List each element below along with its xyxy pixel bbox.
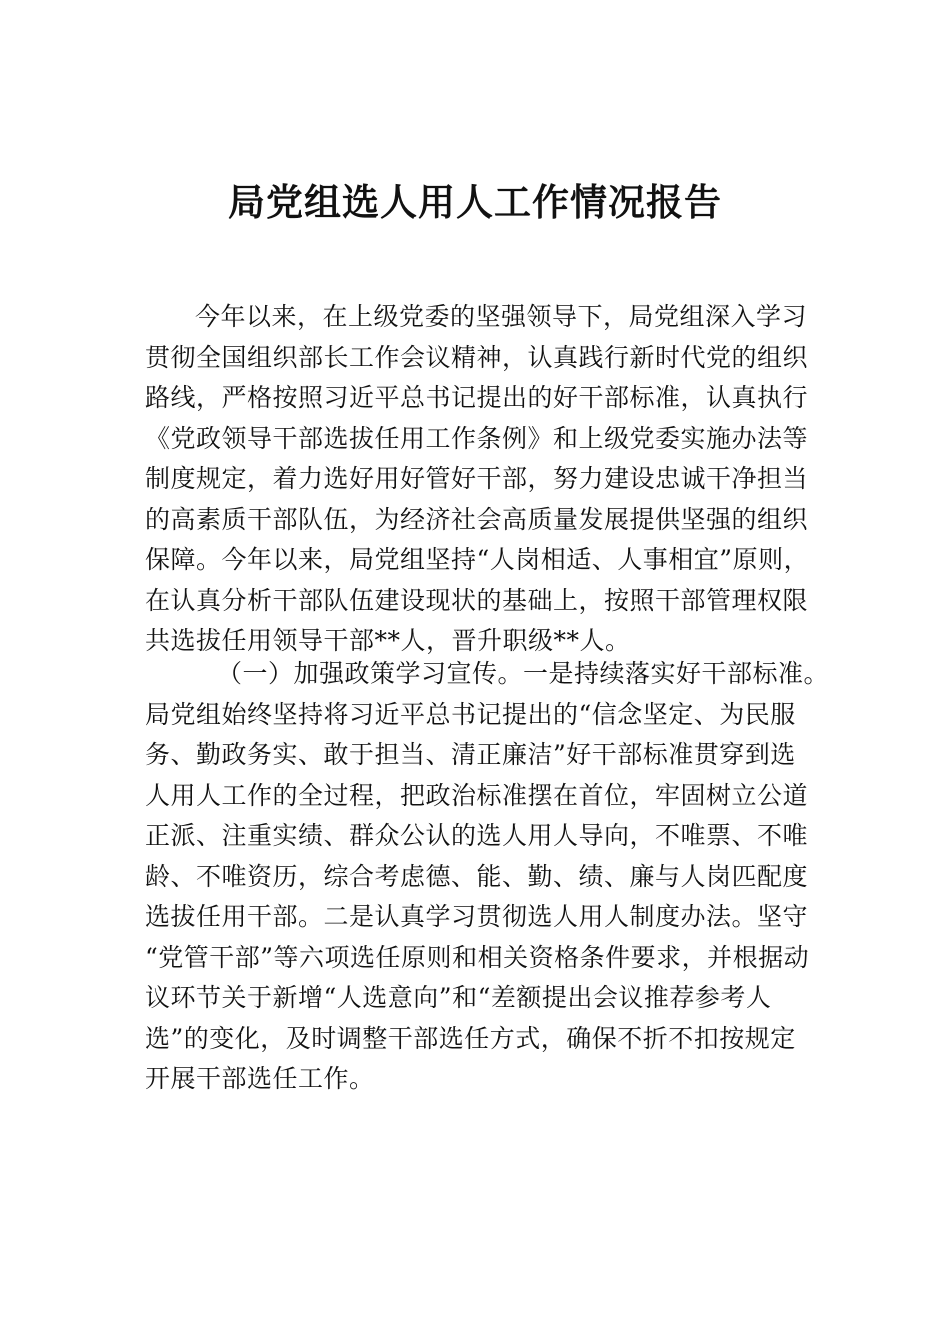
document-title: 局党组选人用人工作情况报告 — [228, 180, 722, 224]
paragraph-2-line: 人用人工作的全过程，把政治标准摆在首位，牢固树立公道 — [145, 780, 809, 810]
paragraph-1-line: 共选拔任用领导干部**人，晋升职级**人。 — [145, 626, 631, 655]
paragraph-2-line: 务、勤政务实、敢于担当、清正廉洁”好干部标准贯穿到选 — [145, 740, 796, 769]
paragraph-2-line: 龄、不唯资历，综合考虑德、能、勤、绩、廉与人岗匹配度 — [145, 861, 809, 891]
paragraph-2-line: （一）加强政策学习宣传。一是持续落实好干部标准。 — [217, 659, 830, 688]
paragraph-2-line: 议环节关于新增“人选意向”和“差额提出会议推荐参考人 — [145, 983, 772, 1012]
paragraph-2-line: 局党组始终坚持将习近平总书记提出的“信念坚定、为民服 — [145, 699, 796, 729]
paragraph-1-line: 在认真分析干部队伍建设现状的基础上，按照干部管理权限 — [145, 585, 809, 615]
paragraph-1-line: 贯彻全国组织部长工作会议精神，认真践行新时代党的组织 — [145, 342, 809, 372]
paragraph-1-line: 《党政领导干部选拔任用工作条例》和上级党委实施办法等 — [145, 423, 809, 453]
paragraph-1-line: 制度规定，着力选好用好管好干部，努力建设忠诚干净担当 — [145, 464, 809, 493]
paragraph-2-line: “党管干部”等六项选任原则和相关资格条件要求，并根据动 — [145, 942, 810, 972]
paragraph-1-line: 路线，严格按照习近平总书记提出的好干部标准，认真执行 — [145, 383, 809, 412]
paragraph-2-line: 选拔任用干部。二是认真学习贯彻选人用人制度办法。坚守 — [145, 902, 809, 931]
paragraph-1 — [145, 297, 825, 662]
paragraph-1-line: 保障。今年以来，局党组坚持“人岗相适、人事相宜”原则， — [145, 545, 810, 574]
paragraph-2-line: 选”的变化，及时调整干部选任方式，确保不折不扣按规定 — [145, 1023, 796, 1053]
paragraph-1-line: 今年以来，在上级党委的坚强领导下，局党组深入学习 — [195, 302, 808, 331]
paragraph-2-line: 开展干部选任工作。 — [145, 1064, 375, 1093]
paragraph-1-line: 的高素质干部队伍，为经济社会高质量发展提供坚强的组织 — [145, 504, 809, 534]
paragraph-2 — [145, 654, 830, 1100]
paragraph-2-line: 正派、注重实绩、群众公认的选人用人导向，不唯票、不唯 — [145, 821, 809, 850]
